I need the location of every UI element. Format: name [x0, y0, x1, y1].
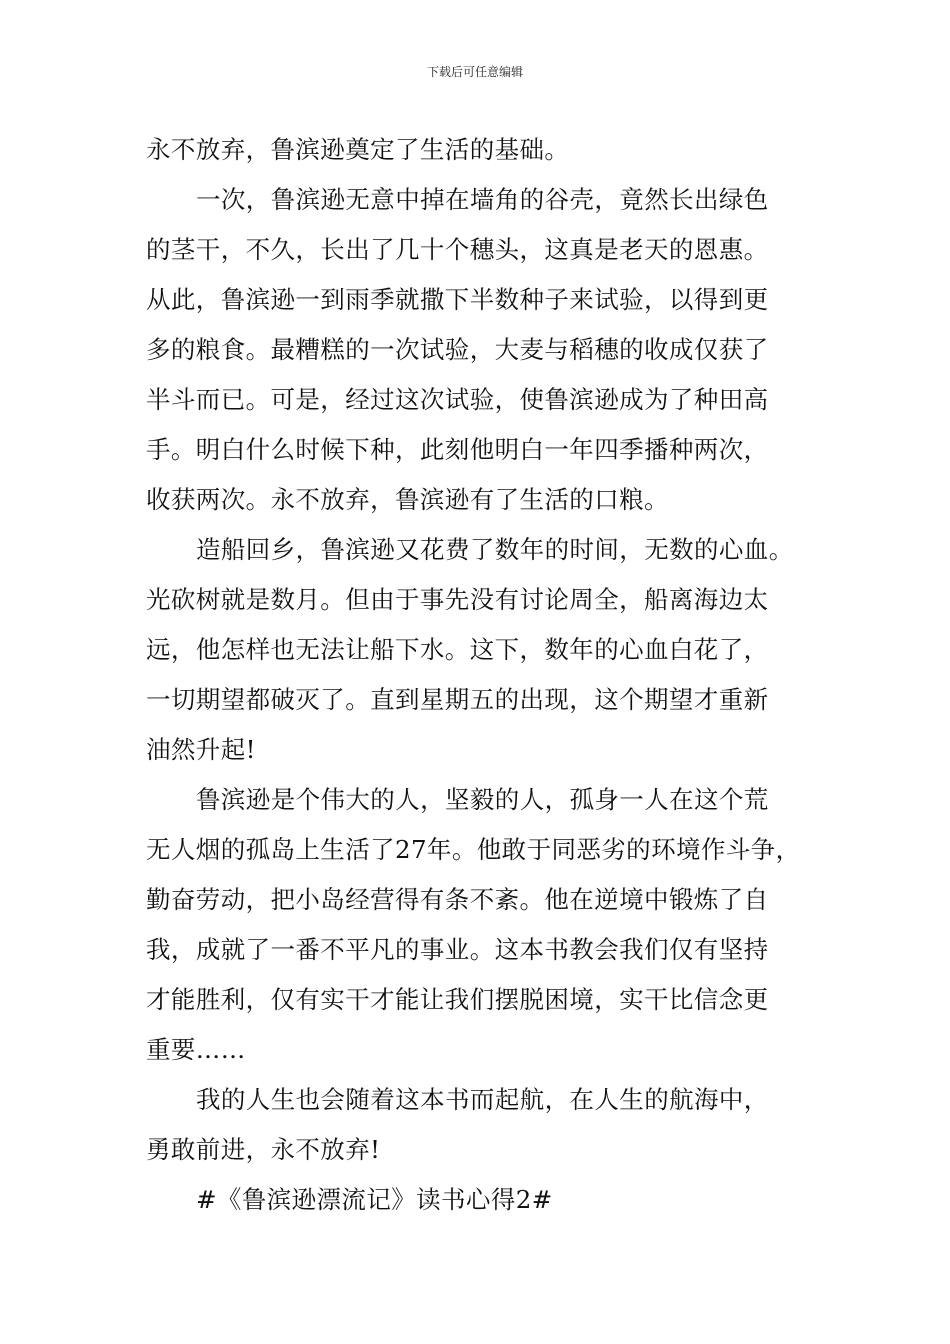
body-line: 远，他怎样也无法让船下水。这下，数年的心血白花了，	[146, 635, 769, 664]
body-line: 从此，鲁滨逊一到雨季就撒下半数种子来试验，以得到更	[146, 285, 769, 314]
body-line: 造船回乡，鲁滨逊又花费了数年的时间，无数的心血。	[196, 535, 794, 564]
body-line: 永不放弃，鲁滨逊奠定了生活的基础。	[146, 135, 570, 164]
body-line: 我，成就了一番不平凡的事业。这本书教会我们仅有坚持	[146, 935, 769, 964]
body-line: 手。明白什么时候下种，此刻他明白一年四季播种两次，	[146, 435, 769, 464]
section-heading: #《鲁滨逊漂流记》读书心得2#	[196, 1185, 553, 1214]
body-line: 勇敢前进，永不放弃!	[146, 1135, 381, 1164]
body-line: 半斗而已。可是，经过这次试验，使鲁滨逊成为了种田高	[146, 385, 769, 414]
body-line: 多的粮食。最糟糕的一次试验，大麦与稻穗的收成仅获了	[146, 335, 769, 364]
body-line: 无人烟的孤岛上生活了27年。他敢于同恶劣的环境作斗争，	[146, 835, 801, 864]
body-line: 一次，鲁滨逊无意中掉在墙角的谷壳，竟然长出绿色	[196, 185, 769, 214]
body-line: 一切期望都破灭了。直到星期五的出现，这个期望才重新	[146, 685, 769, 714]
body-line: 油然升起!	[146, 735, 256, 764]
body-line: 重要……	[146, 1035, 246, 1064]
body-line: 才能胜利，仅有实干才能让我们摆脱困境，实干比信念更	[146, 985, 769, 1014]
body-line: 的茎干，不久，长出了几十个穗头，这真是老天的恩惠。	[146, 235, 769, 264]
body-line: 收获两次。永不放弃，鲁滨逊有了生活的口粮。	[146, 485, 669, 514]
body-line: 我的人生也会随着这本书而起航，在人生的航海中，	[196, 1085, 769, 1114]
body-line: 光砍树就是数月。但由于事先没有讨论周全，船离海边太	[146, 585, 769, 614]
page-header: 下载后可任意编辑	[426, 65, 523, 79]
body-line: 勤奋劳动，把小岛经营得有条不紊。他在逆境中锻炼了自	[146, 885, 769, 914]
body-line: 鲁滨逊是个伟大的人，坚毅的人，孤身一人在这个荒	[196, 785, 769, 814]
